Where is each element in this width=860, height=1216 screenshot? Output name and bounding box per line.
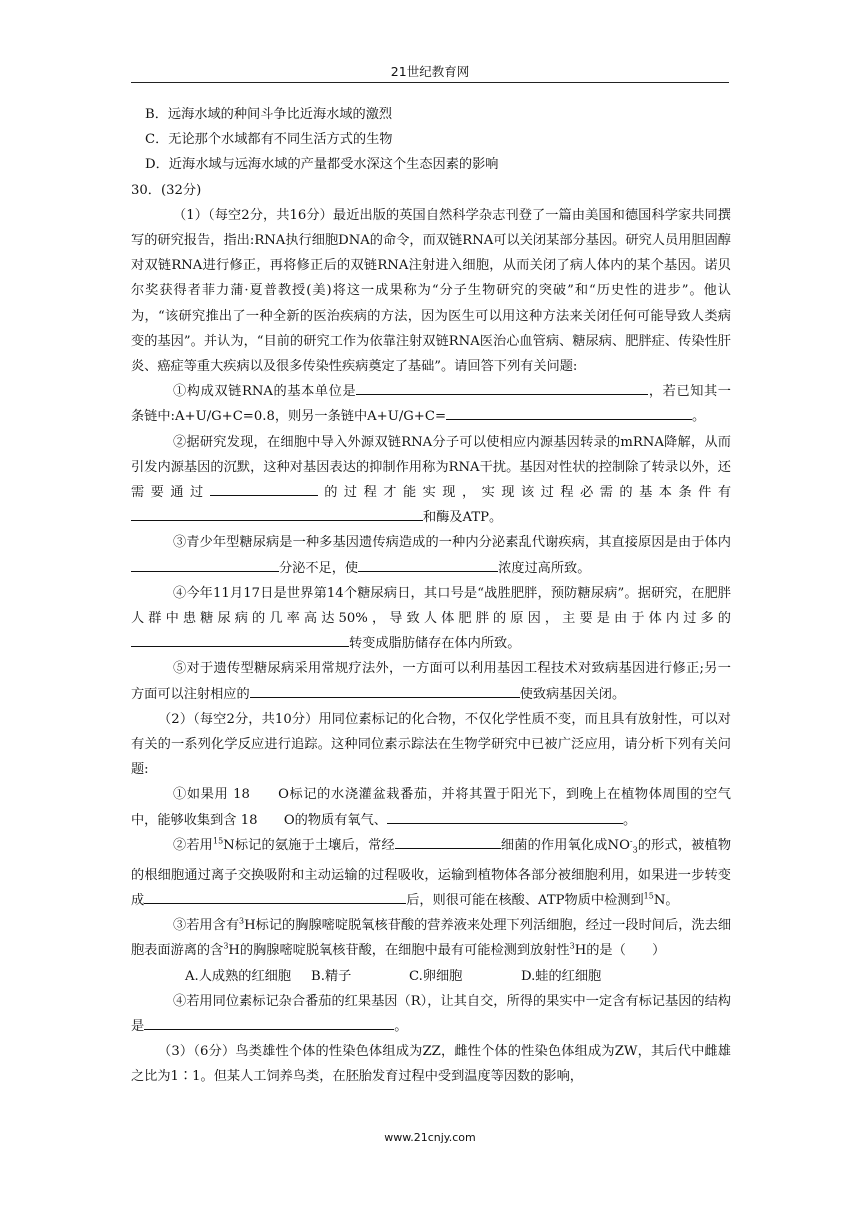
option-c: C．无论那个水域都有不同生活方式的生物 [145, 132, 393, 148]
page-footer: www.21cnjy.com [384, 1131, 476, 1144]
part1-q1-text-b: ，若已知其一条链中:A+U/G+C=0.8，则另一条链中A+U/G+C= [131, 384, 731, 425]
part1-q3-text-c: 浓度过高所致。 [498, 560, 591, 576]
part2-q1-text-b: 。 [622, 812, 637, 828]
part2-q3 [131, 913, 731, 963]
answer-blank[interactable] [395, 836, 501, 849]
part2-q3-text-a: ③若用含有 [173, 918, 240, 934]
option-d: D．近海水域与远海水域的产量都受水深这个生态因素的影响 [145, 157, 499, 173]
part2-q2-text-a: ②若用 [173, 837, 213, 853]
part2-q1-text-a: ①如果用 18 O标记的水浇灌盆栽番茄，并将其置于阳光下，到晚上在植物体周围的空气中，能够收集到含 18 O的物质有氧气、 [131, 787, 731, 828]
part1-q2-text-b: 的过程才能实现，实现该过程必需的基本条件有 [317, 485, 732, 501]
part1-q5 [131, 656, 731, 706]
answer-blank[interactable] [358, 559, 498, 572]
part2-q3-text-c: H的胸腺嘧啶脱氧核苷酸，在细胞中最有可能检测到放射性 [228, 943, 570, 959]
document-body [131, 102, 731, 1090]
choice-d[interactable]: D.蛙的红细胞 [521, 968, 602, 984]
part1-q2-text-c: 和酶及ATP。 [423, 510, 503, 526]
part2-q4-text-b: 。 [394, 1018, 408, 1034]
part1-q3 [131, 530, 731, 580]
answer-blank[interactable] [131, 559, 279, 572]
question-heading: 30．(32分) [131, 182, 202, 198]
answer-blank[interactable] [356, 382, 648, 395]
part1-q3-text-b: 分泌不足，使 [279, 560, 359, 576]
isotope-superscript: 15 [212, 836, 224, 846]
part1-q1 [131, 379, 731, 429]
part2-q3-text-b: H标记的胸腺嘧啶脱氧核苷酸的营养液来处理下列活细胞，经过一段时间后，洗去细胞表面游离的含 [131, 918, 732, 959]
isotope-superscript: 3 [223, 941, 229, 951]
answer-blank[interactable] [144, 891, 406, 904]
part1-q4-text-b: 转变成脂肪储存在体内所致。 [349, 636, 521, 652]
part2-q2-text-e: 后，则很可能在核酸、ATP物质中检测到 [406, 892, 644, 908]
part1-q4-text-a: ④今年11月17日是世界第14个糖尿病日，其口号是“战胜肥胖，预防糖尿病”。据研究，在肥胖人群中患糖尿病的几率高达50%，导致人体肥胖的原因，主要是由于体内过多的 [131, 585, 731, 627]
part1-q2-text-a: ②据研究发现，在细胞中导入外源双链RNA分子可以使相应内源基因转录的mRNA降解，从而引发内源基因的沉默，这种对基因表达的抑制作用称为RNA干扰。基因对性状的控制除了转录以外，还需要通过 [131, 434, 731, 501]
part1-q5-text-b: 使致病基因关闭。 [519, 686, 626, 702]
ion-charge-superscript: - [629, 836, 633, 846]
isotope-superscript: 15 [643, 891, 654, 901]
answer-blank[interactable] [446, 408, 692, 421]
part2-q2-text-b: N标记的氨施于土壤后，常经 [223, 837, 395, 853]
option-b: B．远海水域的种间斗争比近海水域的激烈 [145, 107, 393, 122]
part1-q1-text-a: ①构成双链RNA的基本单位是 [173, 384, 357, 400]
part1-q2 [131, 430, 731, 531]
part2-q4 [131, 989, 731, 1039]
part2-q2-text-f: N。 [653, 892, 679, 908]
choice-c[interactable]: C.卵细胞 [409, 968, 463, 984]
part2-q2 [131, 833, 731, 913]
choice-row [131, 964, 731, 989]
answer-blank[interactable] [144, 1017, 394, 1030]
part2-intro: （2）（每空2分，共10分）用同位素标记的化合物，不仅化学性质不变，而且具有放射性，可以对有关的一系列化学反应进行追踪。这种同位素示踪法在生物学研究中已被广泛应用，请分析下列有关问题: [131, 711, 731, 778]
subscript: 3 [632, 845, 638, 855]
part1-q3-text-a: ③青少年型糖尿病是一种多基因遗传病造成的一种内分泌素乱代谢疾病，其直接原因是由于体内 [173, 535, 731, 551]
part3-intro: （3）（6分）鸟类雄性个体的性染色体组成为ZZ，雌性个体的性染色体组成为ZW，其后代中雌雄之比为1∶1。但某人工饲养鸟类，在胚胎发育过程中受到温度等因数的影响， [131, 1044, 731, 1085]
answer-blank[interactable] [250, 685, 520, 698]
part1-q5-text-a: ⑤对于遗传型糖尿病采用常规疗法外，一方面可以利用基因工程技术对致病基因进行修正;另一方面可以注射相应的 [131, 661, 731, 702]
answer-blank[interactable] [131, 508, 423, 521]
page-header: 21世纪教育网 [390, 64, 470, 79]
choice-a[interactable]: A.人成熟的红细胞 [185, 968, 292, 984]
part2-q3-text-d: H的是（ ） [574, 943, 666, 959]
part1-q4 [131, 581, 731, 657]
answer-blank[interactable] [387, 811, 623, 824]
part1-q1-text-c: 。 [692, 409, 706, 425]
part1-intro: （1）（每空2分，共16分）最近出版的英国自然科学杂志刊登了一篇由美国和德国科学家共同撰写的研究报告，指出:RNA执行细胞DNA的命令，而双链RNA可以关闭某部分基因。研究人员用胆固醇对双链RNA进行修正，再将修正后的双链RNA注射进入细胞，从而关闭了病人体内的某个基因。诺贝尔奖获得者菲力蒲·夏普教授(美)将这一成果称为“分子生物研究的突破”和“历史性的进步”。他认为，“该研究推出了一种全新的医治疾病的方法，因为医生可以用这种方法来关闭任何可能导致人类病变的基因”。并认为，“目前的研究工作为依靠注射双链RNA医治心血管病、糖尿病、肥胖症、传染性肝炎、癌症等重大疾病以及很多传染性疾病奠定了基础”。请回答下列有关问题: [131, 207, 731, 375]
answer-blank[interactable] [131, 634, 349, 647]
isotope-superscript: 3 [569, 941, 575, 951]
answer-blank[interactable] [210, 483, 318, 496]
isotope-superscript: 3 [239, 916, 245, 926]
header-rule [131, 82, 729, 83]
part2-q2-text-d: 的形式，被植物的根细胞通过离子交换吸附和主动运输的过程吸收，运输到植物体各部分被细胞利用，如果进一步转变成 [131, 837, 732, 908]
choice-b[interactable]: B.精子 [311, 968, 352, 984]
part2-q2-text-c: 细菌的作用氧化成NO [500, 837, 630, 853]
part2-q1 [131, 782, 731, 832]
part2-q4-text-a: ④若用同位素标记杂合番茄的红果基因（R），让其自交，所得的果实中一定含有标记基因的结构是 [131, 993, 731, 1034]
